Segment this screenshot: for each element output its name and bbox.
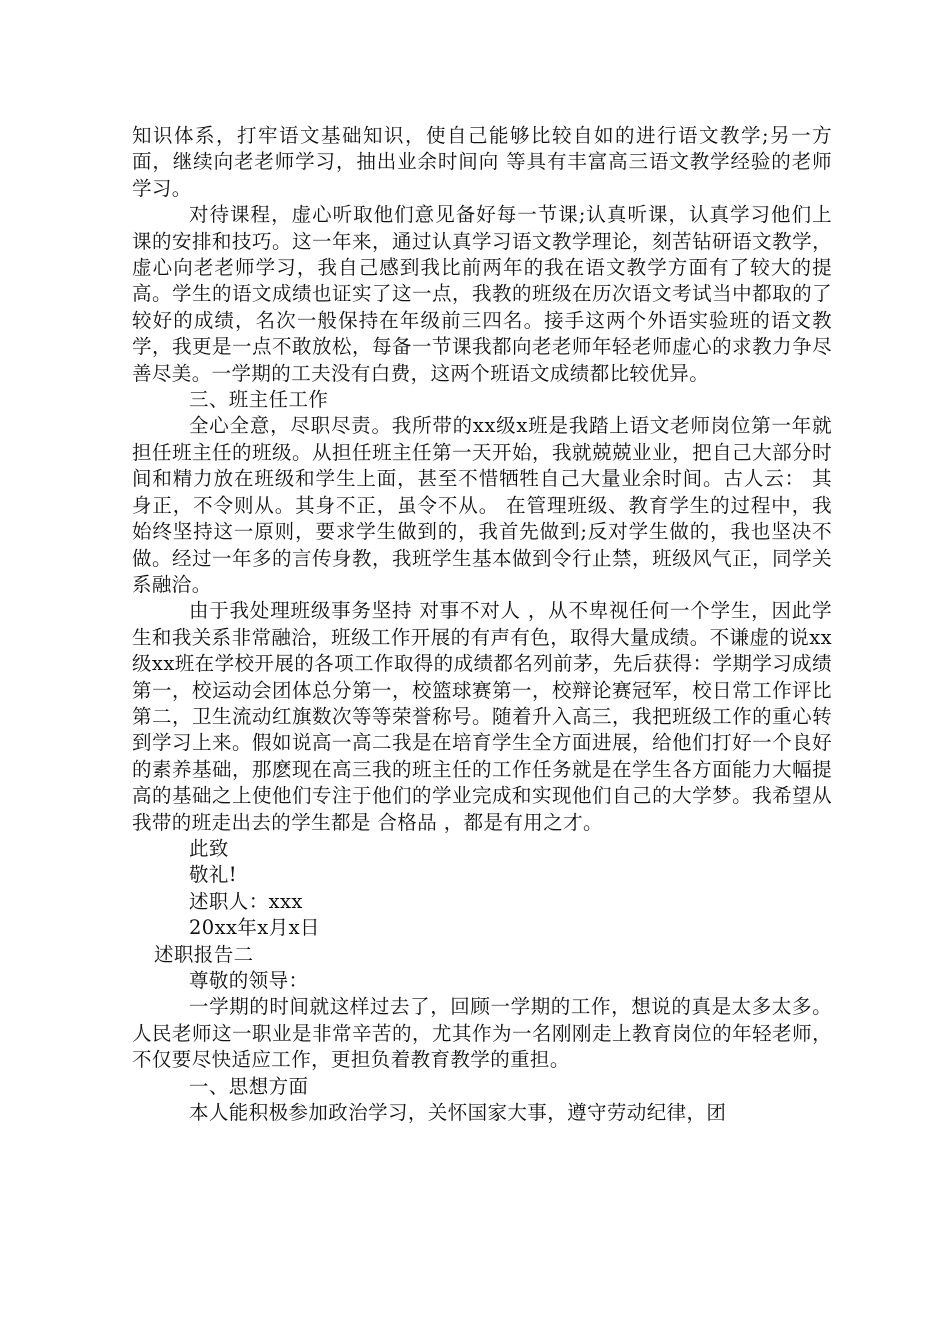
paragraph-class-achievements: 由于我处理班级事务坚持 对事不对人 ，从不卑视任何一个学生，因此学生和我关系非常融洽，班级工作开展的有声有色，取得大量成绩。不谦虚的说xx级xx班在学校开展的各项工作取得的成绩都名列前茅，先后获得：学期学习成绩第一，校运动会团体总分第一，校篮球赛第一，校辩论赛冠军，校日常工作评比第二，卫生流动红旗数次等等荣誉称号。随着升入高三，我把班级工作的重心转到学习上来。假如说高一高二我是在培育学生全方面进展，给他们打好一个良好的素养基础，那麽现在高三我的班主任的工作任务就是在学生各方面能力大幅提高的基础之上使他们专注于他们的学业完成和实现他们自己的大学梦。我希望从我带的班走出去的学生都是 合格品 ，都是有用之才。 (132, 599, 832, 834)
paragraph-course-attitude: 对待课程，虚心听取他们意见备好每一节课;认真听课，认真学习他们上课的安排和技巧。这一年来，通过认真学习语文教学理论，刻苦钻研语文教学，虚心向老老师学习，我自己感到我比前两年的我在语文教学方面有了较大的提高。学生的语文成绩也证实了这一点，我教的班级在历次语文考试当中都取的了较好的成绩，名次一般保持在年级前三四名。接手这两个外语实验班的语文教学，我更是一点不敢放松，每备一节课我都向老老师年轻老师虚心的求教力争尽善尽美。一学期的工夫没有白费，这两个班语文成绩都比较优异。 (132, 203, 832, 385)
section-heading-class-teacher: 三、班主任工作 (189, 388, 329, 412)
closing-salutation: 此致 (189, 836, 229, 860)
paragraph-continuation: 知识体系，打牢语文基础知识，使自己能够比较自如的进行语文教学;另一方面，继续向老老师学习，抽出业余时间向 等具有丰富高三语文教学经验的老师学习。 (132, 124, 832, 200)
greeting-leaders: 尊敬的领导： (189, 969, 309, 992)
paragraph-semester-review: 一学期的时间就这样过去了，回顾一学期的工作，想说的真是太多太多。人民老师这一职业是非常辛苦的，尤其作为一名刚刚走上教育岗位的年轻老师，不仅要尽快适应工作，更担负着教育教学的重担。 (132, 995, 832, 1072)
paragraph-political-study: 本人能积极参加政治学习，关怀国家大事，遵守劳动纪律，团 (189, 1101, 727, 1125)
closing-regards: 敬礼! (189, 863, 238, 887)
section-heading-ideology: 一、思想方面 (189, 1074, 309, 1098)
report-date: 20xx年x月x日 (189, 916, 320, 940)
paragraph-dedication: 全心全意，尽职尽责。我所带的xx级x班是我踏上语文老师岗位第一年就担任班主任的班级。从担任班主任第一天开始，我就兢兢业业，把自己大部分时间和精力放在班级和学生上面，甚至不惜牺牲自己大量业余时间。古人云： 其身正，不令则从。其身不正，虽令不从。 在管理班级、教育学生的过程中，我始终坚持这一原则，要求学生做到的，我首先做到;反对学生做的，我也坚决不做。经过一年多的言传身教，我班学生基本做到令行止禁，班级风气正，同学关系融洽。 (132, 414, 832, 596)
document-body (132, 123, 832, 1126)
reporter-name: 述职人：xxx (189, 889, 303, 913)
report-two-title: 述职报告二 (154, 942, 254, 966)
